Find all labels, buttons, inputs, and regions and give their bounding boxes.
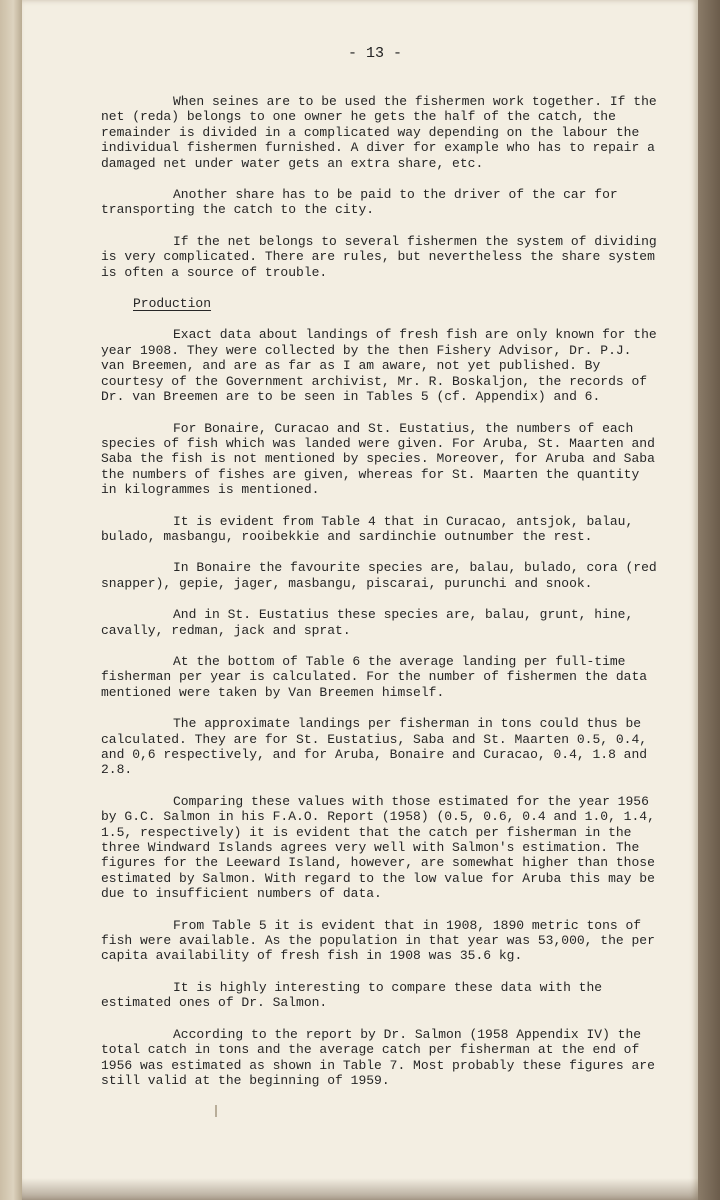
paragraph-table4-curacao: It is evident from Table 4 that in Curacao, antsjok, balau, bulado, masbangu, rooibekkie and sardinchie outnumber the rest. (101, 513, 634, 544)
paper-mark (215, 1105, 217, 1117)
document-page (22, 0, 698, 1200)
paragraph-eustatius-species: And in St. Eustatius these species are, balau, grunt, hine, cavally, redman, jack and sprat. (101, 607, 634, 638)
paragraph-average-landing: At the bottom of Table 6 the average landing per full-time fisherman per year is calculated. For the number of fishermen the data mentioned were taken by Van Breemen himself. (101, 653, 648, 700)
paragraph-bonaire-species: In Bonaire the favourite species are, balau, bulado, cora (red snapper), gepie, jager, masbangu, piscarai, purunchi and snook. (101, 560, 657, 591)
page-number: - 13 - (347, 45, 402, 62)
paragraph-seines: When seines are to be used the fishermen work together. If the net (reda) belongs to one owner he gets the half of the catch, the remainder is divided in a complicated way depending on the labour the individual fishermen furnished. A diver for example who has to repair a damaged net under water gets an extra share, etc. (101, 94, 657, 171)
page-bottom-shadow (22, 1178, 698, 1200)
paragraph-total-catch-table7: According to the report by Dr. Salmon (1958 Appendix IV) the total catch in tons and the average catch per fisherman at the end of 1956 was estimated as shown in Table 7. Most probably these figures are still valid at the beginning of 1959. (101, 1026, 655, 1088)
paragraph-share-system: If the net belongs to several fishermen the system of dividing is very complicated. There are rules, but nevertheless the share system is often a source of trouble. (101, 233, 657, 280)
binding-edge (0, 0, 22, 1200)
paragraph-table5-population: From Table 5 it is evident that in 1908, 1890 metric tons of fish were available. As the population in that year was 53,000, the per capita availability of fresh fish in 1908 was 35.6 kg. (101, 917, 655, 964)
background-margin (698, 0, 720, 1200)
paragraph-driver-share: Another share has to be paid to the driver of the car for transporting the catch to the city. (101, 187, 618, 218)
paragraph-exact-data: Exact data about landings of fresh fish are only known for the year 1908. They were collected by the then Fishery Advisor, Dr. P.J. van Breemen, and are as far as I am aware, not yet published. By courtesy of the Government archivist, Mr. R. Boskaljon, the records of Dr. van Breemen are to be seen in Tables 5 (cf. Appendix) and 6. (101, 327, 657, 405)
body-text (101, 94, 661, 1104)
section-heading-production: Production (133, 296, 212, 312)
paragraph-compare-estimates: It is highly interesting to compare these data with the estimated ones of Dr. Salmon. (101, 979, 603, 1011)
paragraph-comparison-salmon: Comparing these values with those estimated for the year 1956 by G.C. Salmon in his F.A.O. Report (1958) (0.5, 0.6, 0.4 and 1.0, 1.4, 1.5, respectively) it is evident that the catch per fisherman in the three Windward Islands agrees very well with Salmon's estimation. The figures for the Leeward Island, however, are somewhat higher than those estimated by Salmon. With regard to the low value for Aruba this may be due to insufficient numbers of data. (101, 793, 655, 902)
paragraph-species-landed: For Bonaire, Curacao and St. Eustatius, the numbers of each species of fish which was landed were given. For Aruba, St. Maarten and Saba the fish is not mentioned by species. Moreover, for Aruba and Saba the numbers of fishes are given, whereas for St. Maarten the quantity in kilogrammes is mentioned. (101, 420, 655, 498)
paragraph-landings-per-fisherman: The approximate landings per fisherman in tons could thus be calculated. They are for St. Eustatius, Saba and St. Maarten 0.5, 0.4, and 0,6 respectively, and for Aruba, Bonaire and Curacao, 0.4, 1.8 and 2.8. (101, 716, 648, 778)
